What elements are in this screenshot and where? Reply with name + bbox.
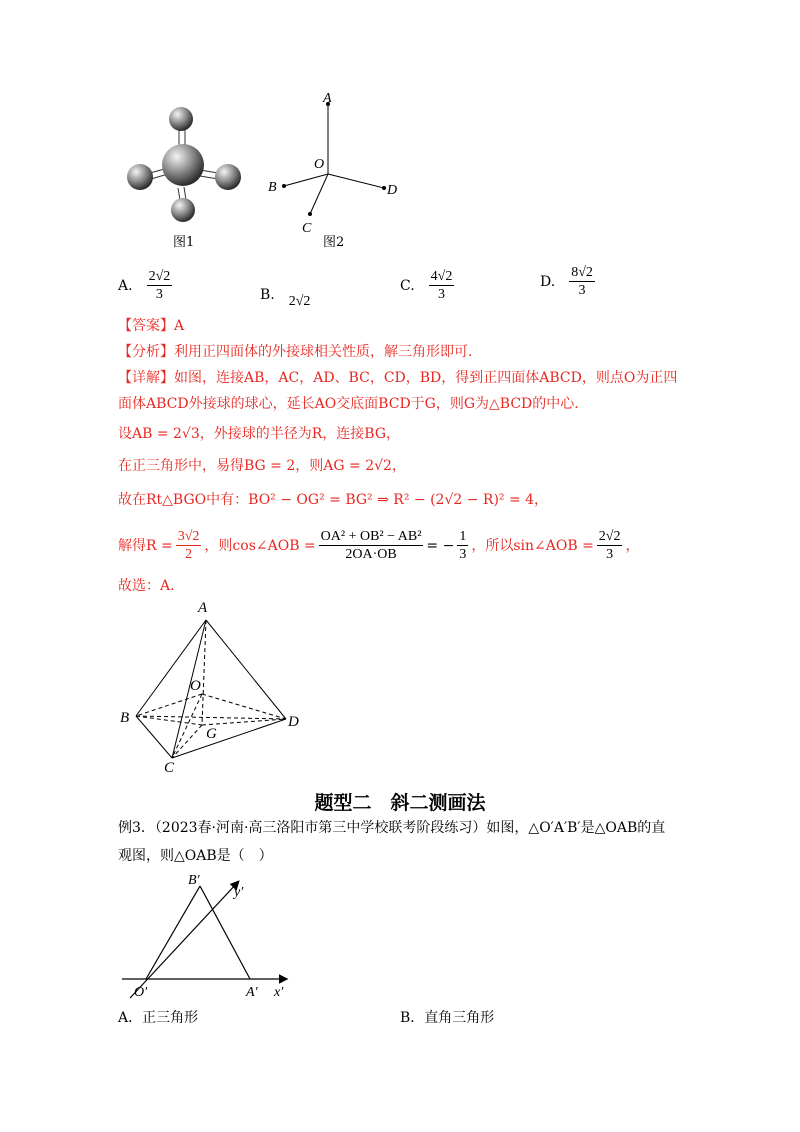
tetra-label-B: B [120,710,130,726]
sin-fraction: $\frac{2√2}{3}$ [598,529,621,562]
tetrahedron-diagram [114,598,314,776]
example3-line-1: 例3．（2023春·河南·高三洛阳市第三中学校联考阶段练习）如图，△O′A′B′是△OAB的直 [118,820,666,836]
detail-line-1 [118,368,677,388]
answer-tag: 【答案】 [118,318,174,334]
tetra-label-C: C [164,760,175,776]
atom-right [215,164,241,190]
solution-line-7: 故选：A. [118,578,175,594]
molecule-figure [118,100,248,230]
option-a[interactable] [118,268,172,303]
detail-line-2: 面体ABCD外接球的球心，延长AO交底面BCD于G，则G为△BCD的中心. [118,396,579,412]
label-D: D [387,183,398,198]
label-C: C [302,221,312,236]
atom-bottom [171,198,195,222]
figure2-diagram [262,92,412,240]
option-a-fraction: $\frac{2√2}{3}$ [148,269,171,302]
tetra-label-D: D [288,714,299,730]
cos-fraction: $\frac{\text{OA² + OB² − AB²}}{2OA\cdot OB}$ [320,529,422,562]
answer-line [118,316,184,336]
oblique-figure [118,868,298,1000]
section-heading: 题型二 斜二测画法 [314,792,486,814]
option-b[interactable] [260,278,310,312]
solution-line-6 [118,528,639,563]
figure2-caption: 图2 [323,235,345,250]
fig3-label-y: y′ [234,885,244,900]
tetra-label-A: A [198,600,208,616]
label-O: O [314,157,325,172]
solution-line-3: 设AB = 2√3，外接球的半径为R，连接BG， [118,426,401,442]
option-a-letter: A. [118,277,133,294]
option-d-letter: D. [540,273,556,290]
atom-center [162,144,204,186]
label-B: B [268,180,277,195]
option-c-letter: C. [400,277,415,294]
analysis-tag: 【分析】 [118,344,174,360]
option-b-value: 2√2 [288,294,311,309]
solution-line-5: 故在Rt△BGO中有：BO² − OG² = BG² ⇒ R² − (2√2 − R)² = 4， [118,492,549,508]
tetra-label-O: O [190,678,201,694]
option-d[interactable] [540,264,595,299]
solution-line-4: 在正三角形中，易得BG = 2，则AG = 2√2， [118,458,406,474]
option-b-letter: B. [260,287,275,303]
detail-tag: 【详解】 [118,370,174,386]
option-c[interactable] [400,268,454,303]
line6-prefix: 解得R = [118,537,173,554]
figure1-caption: 图1 [173,235,195,250]
line6-mid2: ，所以sin∠AOB = [471,537,594,554]
analysis-line [118,342,472,362]
answer-value: A [174,318,185,334]
example3-line-2: 观图，则△OAB是（ ） [118,848,273,864]
tetra-label-G: G [206,726,217,742]
fig3-label-A: A′ [246,985,258,1000]
fig3-label-O: O′ [134,985,148,1000]
radius-fraction: $\frac{3√2}{2}$ [177,529,200,562]
line6-mid1: ，则cos∠AOB = [204,537,316,554]
fig3-label-x: x′ [274,985,284,1000]
option-c-fraction: $\frac{4√2}{3}$ [430,269,453,302]
example3-option-a[interactable]: A．正三角形 [118,1010,199,1026]
example3-option-b[interactable]: B．直角三角形 [400,1010,495,1026]
option-d-fraction: $\frac{8√2}{3}$ [571,265,593,298]
neg-third-fraction: $\frac{1}{3}$ [459,529,467,562]
atom-top [169,107,193,131]
detail-text-1: 如图，连接AB，AC，AD、BC，CD，BD，得到正四面体ABCD，则点O为正四 [174,370,678,386]
analysis-text: 利用正四面体的外接球相关性质，解三角形即可. [174,344,473,360]
atom-left [127,164,153,190]
line6-end: ， [625,537,640,554]
fig3-label-B: B′ [188,873,200,888]
label-A: A [323,92,332,106]
line6-eq: = − [426,537,455,554]
